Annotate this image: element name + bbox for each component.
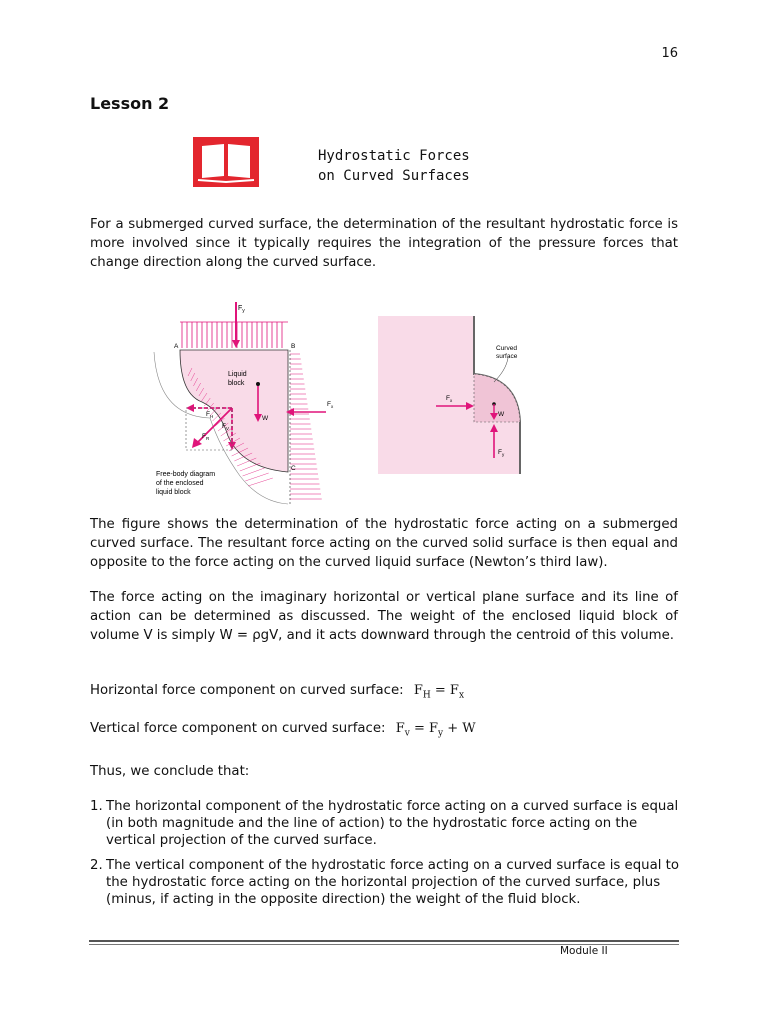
vertical-equation-label: Vertical force component on curved surface: <box>90 721 386 736</box>
conclusion-item <box>90 857 686 908</box>
label-curved: Curved <box>496 345 517 352</box>
vertical-force-equation <box>90 721 476 739</box>
horizontal-force-equation <box>90 683 464 701</box>
open-book-icon <box>192 136 260 188</box>
horizontal-equation-label: Horizontal force component on curved surface: <box>90 683 404 698</box>
curved-surface-diagram <box>378 316 538 474</box>
label-block: block <box>228 380 245 387</box>
caption-line-2: of the enclosed <box>156 480 204 487</box>
label-fy-right: $F_y$ <box>498 449 505 457</box>
label-liquid: Liquid <box>228 371 247 378</box>
caption-line-1: Free-body diagram <box>156 471 216 478</box>
label-c: C <box>291 465 296 472</box>
conclusion-number: 2. <box>90 858 103 873</box>
intro-paragraph: For a submerged curved surface, the determination of the resultant hydrostatic force is more involved since it typically requires the integration of the pressure forces that change direction along the curved surface. <box>90 217 678 270</box>
vertical-equation-formula: $F_v = F_y + W$ <box>395 721 476 739</box>
conclusion-text: The horizontal component of the hydrostatic force acting on a curved surface is equal (in both magnitude and the line of action) to the hydrostatic force acting on the vertical projection of the curved surface. <box>106 799 679 848</box>
label-fx-right: $F_x$ <box>446 395 453 403</box>
explanation-paragraph-1: The figure shows the determination of the hydrostatic force acting on a submerged curved surface. The resultant force acting on the curved solid surface is then equal and opposite to the force acting on the curved liquid surface (Newton’s third law). <box>90 517 678 570</box>
label-a: A <box>174 343 179 350</box>
topic-title-line-2: on Curved Surfaces <box>318 168 470 184</box>
label-w-right: W <box>498 411 505 418</box>
label-b: B <box>291 343 296 350</box>
explanation-paragraph-2: The force acting on the imaginary horizontal or vertical plane surface and its line of action can be determined as discussed. The weight of the enclosed liquid block of volume V is simply W = ρgV, and it acts downward through the centroid of this volume. <box>90 590 678 643</box>
horizontal-equation-formula: $F_H = F_x$ <box>413 683 465 701</box>
liquid-block <box>180 350 288 472</box>
conclusion-number: 1. <box>90 799 103 814</box>
footer-divider <box>89 940 679 942</box>
label-fh: $F_H$ <box>206 411 214 419</box>
caption-line-3: liquid block <box>156 489 191 496</box>
conclusion-text: The vertical component of the hydrostatic force acting on a curved surface is equal to the hydrostatic force acting on the horizontal projection of the curved surface, plus (minus, if acting in the opposite direction) the weight of the fluid block. <box>106 858 680 907</box>
label-fv: $F_V$ <box>222 423 229 431</box>
label-w: W <box>262 415 269 422</box>
footer-module-label: Module II <box>560 945 608 957</box>
label-fx: $F_x$ <box>327 401 334 409</box>
label-fy: $F_y$ <box>238 305 245 314</box>
conclusion-item <box>90 798 686 849</box>
conclusion-intro: Thus, we conclude that: <box>90 764 250 779</box>
lesson-title: Lesson 2 <box>90 94 170 113</box>
top-pressure-arrows <box>180 322 288 348</box>
topic-title-line-1: Hydrostatic Forces <box>318 148 470 164</box>
label-fr: $F_R$ <box>202 433 210 441</box>
page-number: 16 <box>661 46 678 61</box>
topic-title <box>318 146 470 186</box>
label-surface: surface <box>496 353 518 360</box>
free-body-diagram <box>150 298 350 506</box>
